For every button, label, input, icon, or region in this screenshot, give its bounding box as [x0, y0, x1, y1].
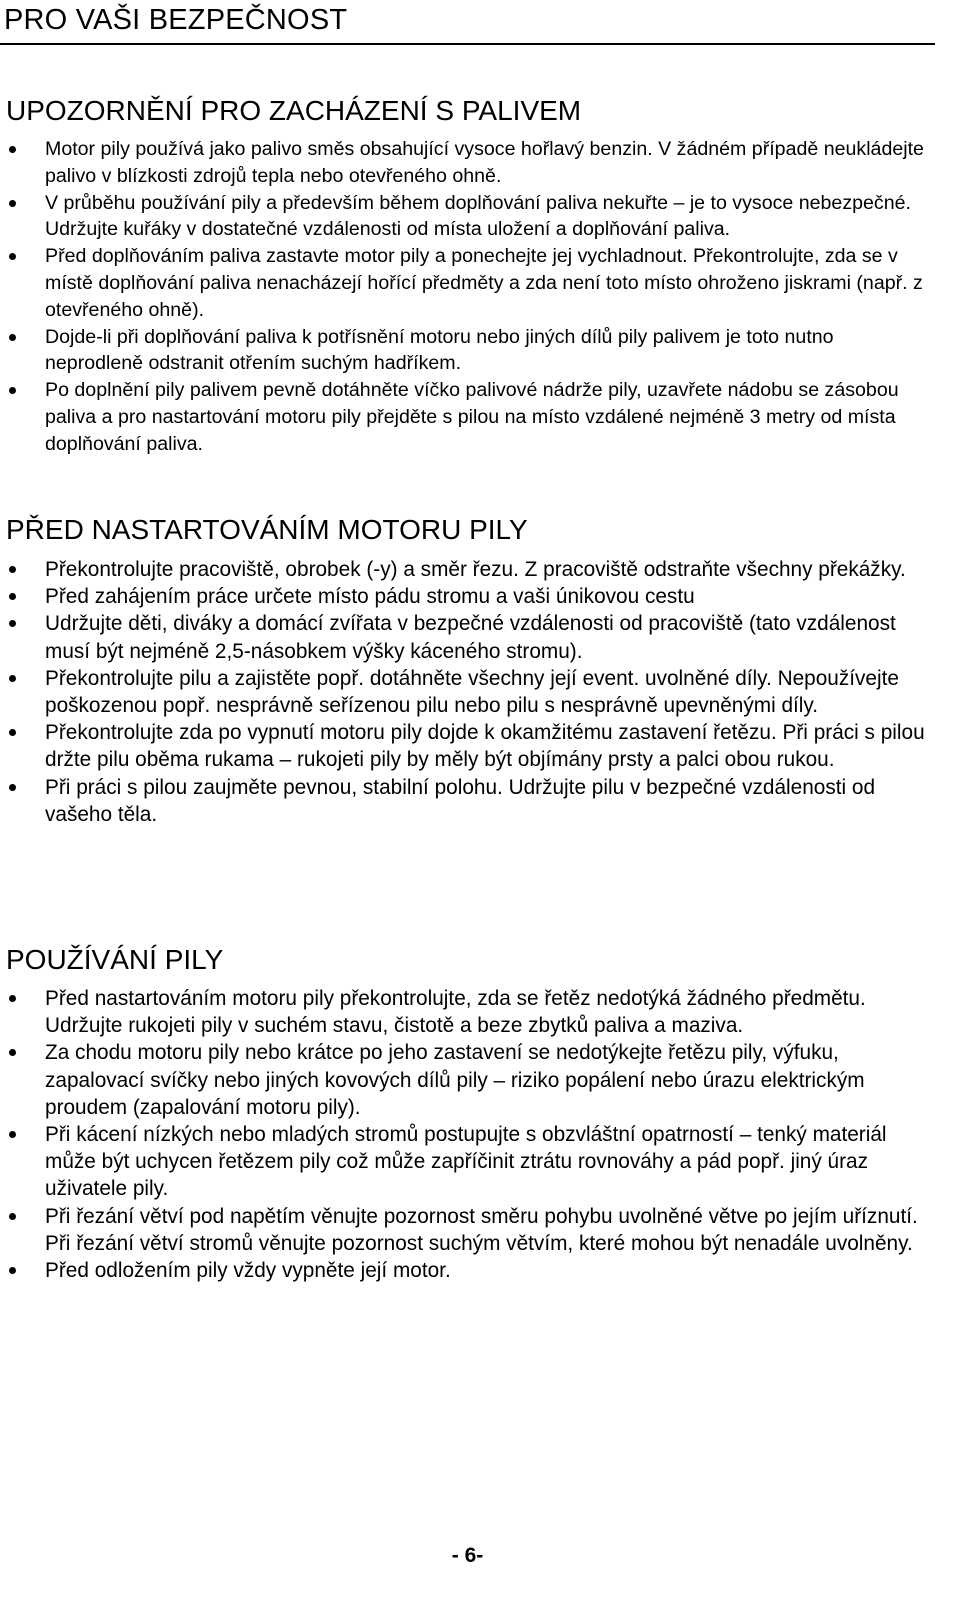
list-item: [0, 324, 935, 378]
list-item-text: Při kácení nízkých nebo mladých stromů postupujte s obzvláštní opatrností – tenký materiál může být uchycen řetězem pily což může zapříčinit ztrátu rovnováhy a pád popř. jiný úraz uživatele pily.: [45, 1123, 887, 1201]
list-item: [0, 1121, 935, 1203]
list-item: [0, 665, 935, 719]
list-item: [0, 719, 935, 773]
bullet-list: [0, 136, 935, 458]
list-item-text: Při řezání větví pod napětím věnujte pozornost směru pohybu uvolněné větve po jejím uříznutí. Při řezání větví stromů věnujte pozornost suchým větvím, které mohou být nenadále uvolněny.: [45, 1204, 918, 1255]
list-item: [0, 583, 935, 610]
section-heading: POUŽÍVÁNÍ PILY: [6, 944, 224, 975]
title-underline: [0, 43, 935, 45]
bullet-list: [0, 985, 935, 1284]
section-fuel-handling: [0, 94, 935, 458]
list-item-text: Udržujte děti, diváky a domácí zvířata v bezpečné vzdálenosti od pracoviště (tato vzdálenost musí být nejméně 2,5-násobkem výšky káceného stromu).: [45, 612, 896, 663]
bullet-icon: [9, 1267, 16, 1274]
list-item: [0, 1203, 935, 1257]
bullet-icon: [9, 1131, 16, 1138]
bullet-icon: [9, 253, 16, 260]
bullet-icon: [9, 729, 16, 736]
list-item-text: Za chodu motoru pily nebo krátce po jeho zastavení se nedotýkejte řetězu pily, výfuku, zapalovací svíčky nebo jiných kovových dílů pily – riziko popálení nebo úrazu elektrickým proudem (zapalování motoru pily).: [45, 1041, 865, 1119]
section-using-saw: [0, 943, 935, 1284]
bullet-icon: [9, 995, 16, 1002]
list-item-text: Před odložením pily vždy vypněte její motor.: [45, 1259, 451, 1283]
bullet-icon: [9, 784, 16, 791]
list-item-text: Po doplnění pily palivem pevně dotáhněte víčko palivové nádrže pily, uzavřete nádobu se zásobou paliva a pro nastartování motoru pily přejděte s pilou na místo vzdálené nejméně 3 metry od místa doplňování paliva.: [45, 379, 899, 455]
section-heading: UPOZORNĚNÍ PRO ZACHÁZENÍ S PALIVEM: [6, 95, 582, 126]
list-item-text: Před nastartováním motoru pily překontrolujte, zda se řetěz nedotýká žádného předmětu. Udržujte rukojeti pily v suchém stavu, čistotě a beze zbytků paliva a maziva.: [45, 987, 866, 1038]
list-item: [0, 243, 935, 323]
list-item: [0, 985, 935, 1039]
bullet-icon: [9, 675, 16, 682]
list-item: [0, 556, 935, 583]
list-item: [0, 774, 935, 828]
page-number: - 6-: [451, 1544, 484, 1567]
list-item: [0, 377, 935, 457]
page-title: PRO VAŠI BEZPEČNOST: [4, 4, 348, 36]
list-item-text: Motor pily používá jako palivo směs obsahující vysoce hořlavý benzin. V žádném případě neukládejte palivo v blízkosti zdrojů tepla nebo otevřeného ohně.: [45, 138, 924, 187]
list-item-text: Překontrolujte zda po vypnutí motoru pily dojde k okamžitému zastavení řetězu. Při práci s pilou držte pilu oběma rukama – rukojeti pily by měly být objímány prsty a palci obou rukou.: [45, 721, 925, 772]
list-item: [0, 1257, 935, 1284]
list-item: [0, 610, 935, 664]
list-item-text: V průběhu používání pily a především během doplňování paliva nekuřte – je to vysoce nebezpečné. Udržujte kuřáky v dostatečné vzdálenosti od místa uložení a doplňování paliva.: [45, 191, 911, 241]
list-item-text: Překontrolujte pracoviště, obrobek (-y) a směr řezu. Z pracoviště odstraňte všechny překážky.: [45, 558, 906, 581]
section-before-starting: [0, 513, 935, 828]
list-item-text: Před zahájením práce určete místo pádu stromu a vaši únikovou cestu: [45, 585, 695, 609]
bullet-icon: [9, 146, 16, 153]
bullet-icon: [9, 334, 16, 341]
bullet-icon: [9, 387, 16, 394]
list-item-text: Před doplňováním paliva zastavte motor pily a ponechejte jej vychladnout. Překontrolujte, zda se v místě doplňování paliva nenacházejí hořící předměty a zda není toto místo ohroženo jiskrami (např. z otevřeného ohně).: [45, 245, 923, 321]
section-heading: PŘED NASTARTOVÁNÍM MOTORU PILY: [6, 514, 528, 545]
list-item: [0, 1039, 935, 1121]
bullet-icon: [9, 620, 16, 627]
bullet-icon: [9, 1213, 16, 1220]
bullet-icon: [9, 1049, 16, 1056]
bullet-list: [0, 556, 935, 828]
list-item-text: Překontrolujte pilu a zajistěte popř. dotáhněte všechny její event. uvolněné díly. Nepoužívejte poškozenou popř. nesprávně seřízenou pilu nebo pilu s nesprávně upevněnými díly.: [45, 666, 899, 718]
list-item-text: Dojde-li při doplňování paliva k potřísnění motoru nebo jiných dílů pily palivem je toto nutno neprodleně odstranit otřením suchým hadříkem.: [45, 325, 834, 375]
list-item: [0, 190, 935, 244]
bullet-icon: [9, 200, 16, 207]
bullet-icon: [9, 566, 16, 573]
list-item: [0, 136, 935, 190]
bullet-icon: [9, 593, 16, 600]
list-item-text: Při práci s pilou zaujměte pevnou, stabilní polohu. Udržujte pilu v bezpečné vzdálenosti od vašeho těla.: [45, 775, 876, 826]
